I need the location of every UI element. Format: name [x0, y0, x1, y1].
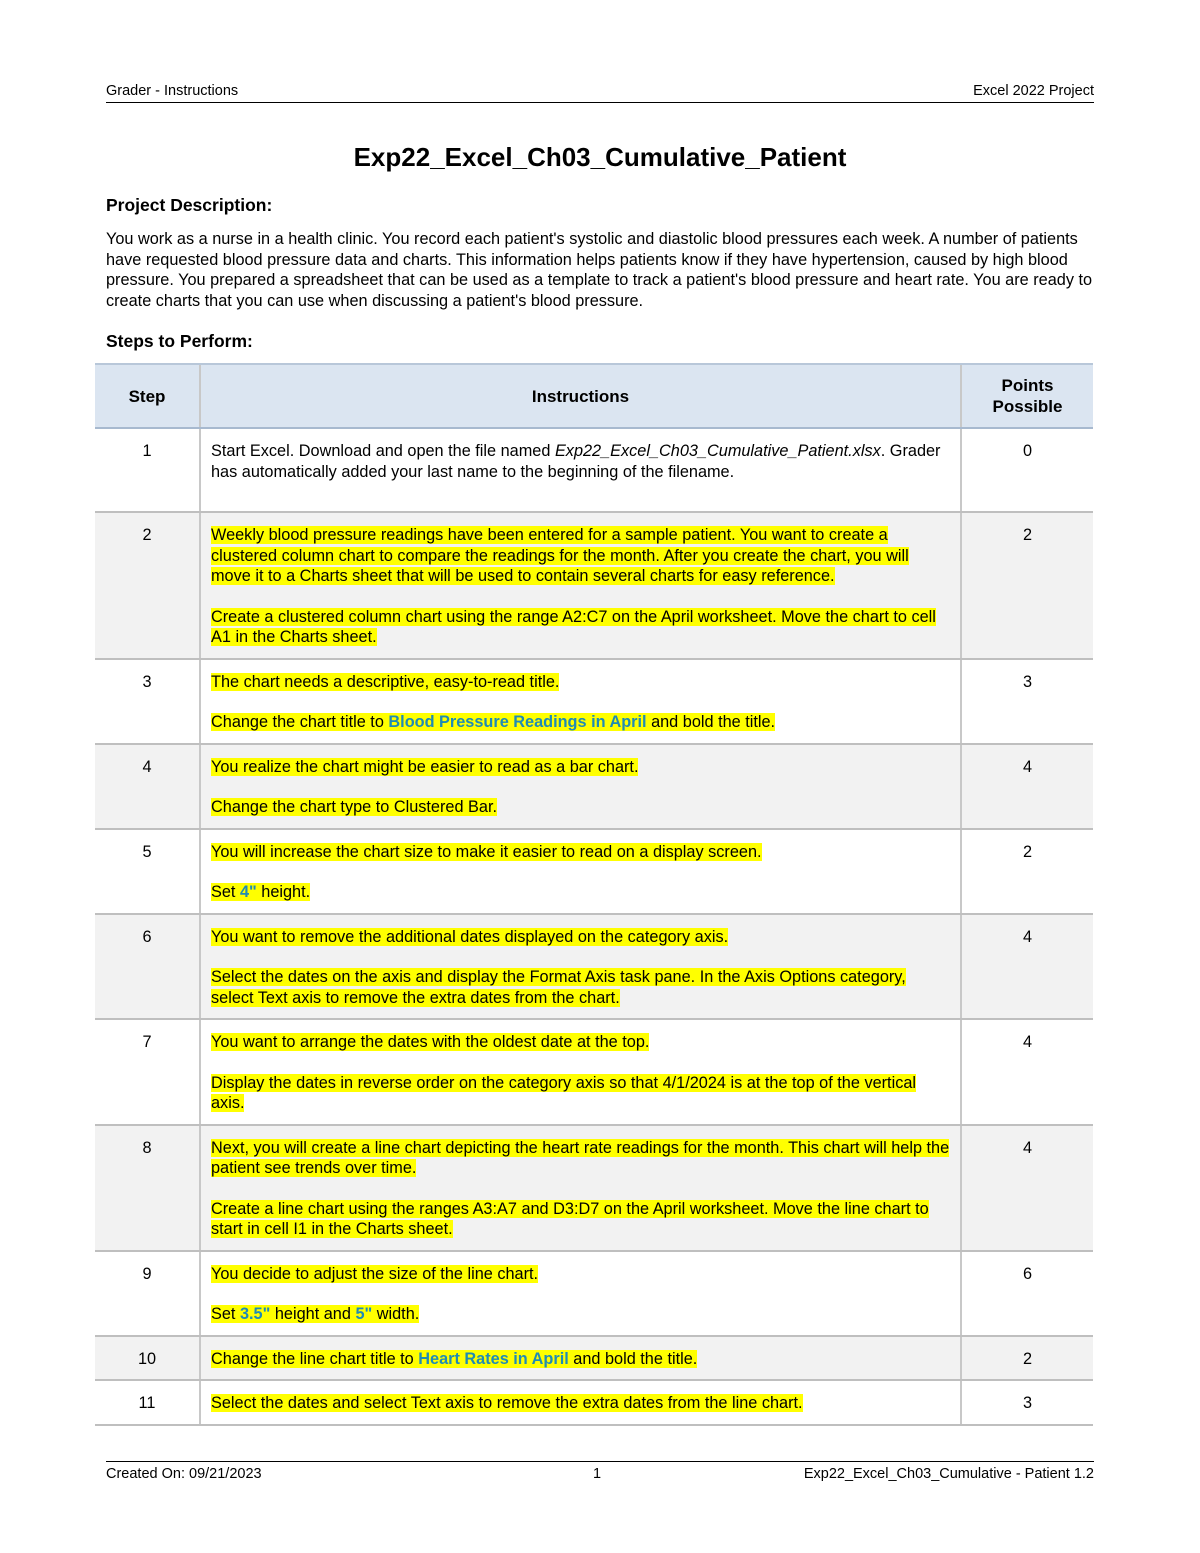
instruction-paragraph [211, 1199, 950, 1240]
step-number: 8 [95, 1125, 200, 1251]
project-description-text: You work as a nurse in a health clinic. You record each patient's systolic and diastolic blood pressures each week. A number of patients have requested blood pressure data and charts. This information helps patients know if they have hypertension, caused by high blood pressure. You prepared a spreadsheet that can be used as a template to track a patient's blood pressure and heart rate. You are ready to create charts that you can use when discussing a patient's blood pressure. [106, 230, 1093, 310]
step-points: 2 [961, 1336, 1093, 1381]
instruction-text: width. [372, 1305, 420, 1323]
step-points: 6 [961, 1251, 1093, 1336]
step-instructions [200, 914, 961, 1020]
step-points: 3 [961, 1380, 1093, 1425]
instruction-text: You want to arrange the dates with the oldest date at the top. [211, 1033, 650, 1051]
instruction-text: The chart needs a descriptive, easy-to-read title. [211, 672, 560, 691]
instruction-text: Next, you will create a line chart depicting the heart rate readings for the month. This chart will help the patient see trends over time. [211, 1138, 950, 1177]
instruction-text: Weekly blood pressure readings have been entered for a sample patient. You want to create a clustered column chart to compare the readings for the month. After you create the chart, you will move it to a Charts sheet that will be used to contain several charts for easy reference. [211, 526, 909, 585]
page-header [106, 83, 1094, 103]
step-points: 2 [961, 829, 1093, 914]
step-points: 4 [961, 1019, 1093, 1125]
instruction-paragraph [211, 1349, 950, 1370]
step-number: 2 [95, 512, 200, 659]
instruction-text: You decide to adjust the size of the line chart. [211, 1264, 539, 1283]
instruction-paragraph [211, 1032, 950, 1053]
table-row [95, 829, 1093, 914]
page-footer [106, 1461, 1094, 1482]
step-instructions [200, 1380, 961, 1425]
step-instructions [200, 1336, 961, 1381]
table-row [95, 744, 1093, 829]
instruction-paragraph [211, 1393, 950, 1414]
step-number: 7 [95, 1019, 200, 1125]
header-step: Step [95, 364, 200, 428]
table-row [95, 1019, 1093, 1125]
instruction-paragraph [211, 712, 950, 733]
instruction-text: and bold the title. [646, 713, 776, 731]
step-instructions [200, 428, 961, 512]
steps-table-body [95, 428, 1093, 1425]
instruction-paragraph [211, 927, 950, 948]
table-row [95, 428, 1093, 512]
step-points: 4 [961, 914, 1093, 1020]
footer-page-number: 1 [593, 1466, 602, 1482]
instruction-text: . Grader has automatically added your last name to the beginning of the filename. [211, 442, 941, 481]
instruction-paragraph [211, 757, 950, 778]
instruction-text: You realize the chart might be easier to read as a bar chart. [211, 757, 639, 776]
step-number: 9 [95, 1251, 200, 1336]
instruction-paragraph [211, 1264, 950, 1285]
filename-text: Exp22_Excel_Ch03_Cumulative_Patient.xlsx [554, 442, 881, 460]
instruction-paragraph [211, 842, 950, 863]
step-instructions [200, 512, 961, 659]
emphasized-value: Blood Pressure Readings in April [388, 713, 647, 731]
instruction-text: Change the line chart title to [211, 1349, 419, 1368]
table-row [95, 659, 1093, 744]
instruction-paragraph [211, 967, 950, 1008]
header-points-line1: Points [1001, 376, 1054, 395]
step-instructions [200, 1019, 961, 1125]
instruction-text: height and [270, 1305, 356, 1323]
instruction-paragraph [211, 525, 950, 587]
step-number: 4 [95, 744, 200, 829]
step-instructions [200, 829, 961, 914]
instruction-text: Display the dates in reverse order on the category axis so that 4/1/2024 is at the top of the vertical axis. [211, 1073, 917, 1112]
instruction-paragraph [211, 1138, 950, 1179]
instruction-text: height. [256, 883, 311, 901]
step-number: 1 [95, 428, 200, 512]
instruction-text: Change the chart title to [211, 713, 389, 731]
instruction-paragraph [211, 882, 950, 903]
table-row [95, 1125, 1093, 1251]
emphasized-value: 4" [239, 883, 257, 901]
instruction-text: Create a clustered column chart using the range A2:C7 on the April worksheet. Move the chart to cell A1 in the Charts sheet. [211, 607, 936, 646]
instruction-text: and bold the title. [568, 1349, 698, 1368]
step-points: 0 [961, 428, 1093, 512]
steps-label: Steps to Perform: [106, 331, 253, 351]
instruction-paragraph [211, 607, 950, 648]
instruction-text: Start Excel. Download and open the file named [211, 442, 555, 460]
step-number: 6 [95, 914, 200, 1020]
step-instructions [200, 659, 961, 744]
table-row [95, 914, 1093, 1020]
instruction-text: Set [211, 883, 240, 901]
header-points-line2: Possible [992, 397, 1063, 416]
step-points: 3 [961, 659, 1093, 744]
step-points: 4 [961, 1125, 1093, 1251]
step-number: 11 [95, 1380, 200, 1425]
emphasized-value: 5" [355, 1305, 373, 1323]
instruction-text: Create a line chart using the ranges A3:A7 and D3:D7 on the April worksheet. Move the line chart to start in cell I1 in the Charts sheet. [211, 1199, 929, 1238]
document-title: Exp22_Excel_Ch03_Cumulative_Patient [353, 142, 847, 172]
header-left-text: Grader - Instructions [106, 83, 239, 99]
footer-document-id: Exp22_Excel_Ch03_Cumulative - Patient 1.2 [803, 1466, 1094, 1482]
header-instructions: Instructions [200, 364, 961, 428]
step-instructions [200, 1125, 961, 1251]
instruction-text: Select the dates and select Text axis to remove the extra dates from the line chart. [211, 1394, 803, 1412]
instruction-text: Set [211, 1305, 240, 1323]
instruction-paragraph [211, 797, 950, 818]
table-row [95, 1380, 1093, 1425]
steps-table [95, 363, 1093, 1426]
instruction-text: Change the chart type to Clustered Bar. [211, 798, 497, 816]
step-instructions [200, 1251, 961, 1336]
instruction-text: Select the dates on the axis and display the Format Axis task pane. In the Axis Options category, select Text axis to remove the extra dates from the chart. [211, 968, 906, 1007]
instruction-paragraph [211, 672, 950, 693]
header-points [961, 364, 1093, 428]
step-number: 3 [95, 659, 200, 744]
table-header-row [95, 364, 1093, 428]
step-number: 10 [95, 1336, 200, 1381]
project-description-label: Project Description: [106, 195, 273, 215]
step-points: 4 [961, 744, 1093, 829]
instruction-text: You want to remove the additional dates displayed on the category axis. [211, 927, 729, 946]
instruction-text: You will increase the chart size to make it easier to read on a display screen. [211, 842, 762, 861]
instruction-paragraph [211, 1304, 950, 1325]
instruction-paragraph [211, 441, 950, 482]
table-row [95, 1251, 1093, 1336]
instruction-paragraph [211, 1073, 950, 1114]
footer-created-on: Created On: 09/21/2023 [106, 1466, 262, 1482]
header-right-text: Excel 2022 Project [973, 83, 1094, 99]
table-row [95, 1336, 1093, 1381]
step-number: 5 [95, 829, 200, 914]
emphasized-value: 3.5" [239, 1305, 271, 1323]
emphasized-value: Heart Rates in April [418, 1349, 569, 1368]
step-points: 2 [961, 512, 1093, 659]
step-instructions [200, 744, 961, 829]
table-row [95, 512, 1093, 659]
